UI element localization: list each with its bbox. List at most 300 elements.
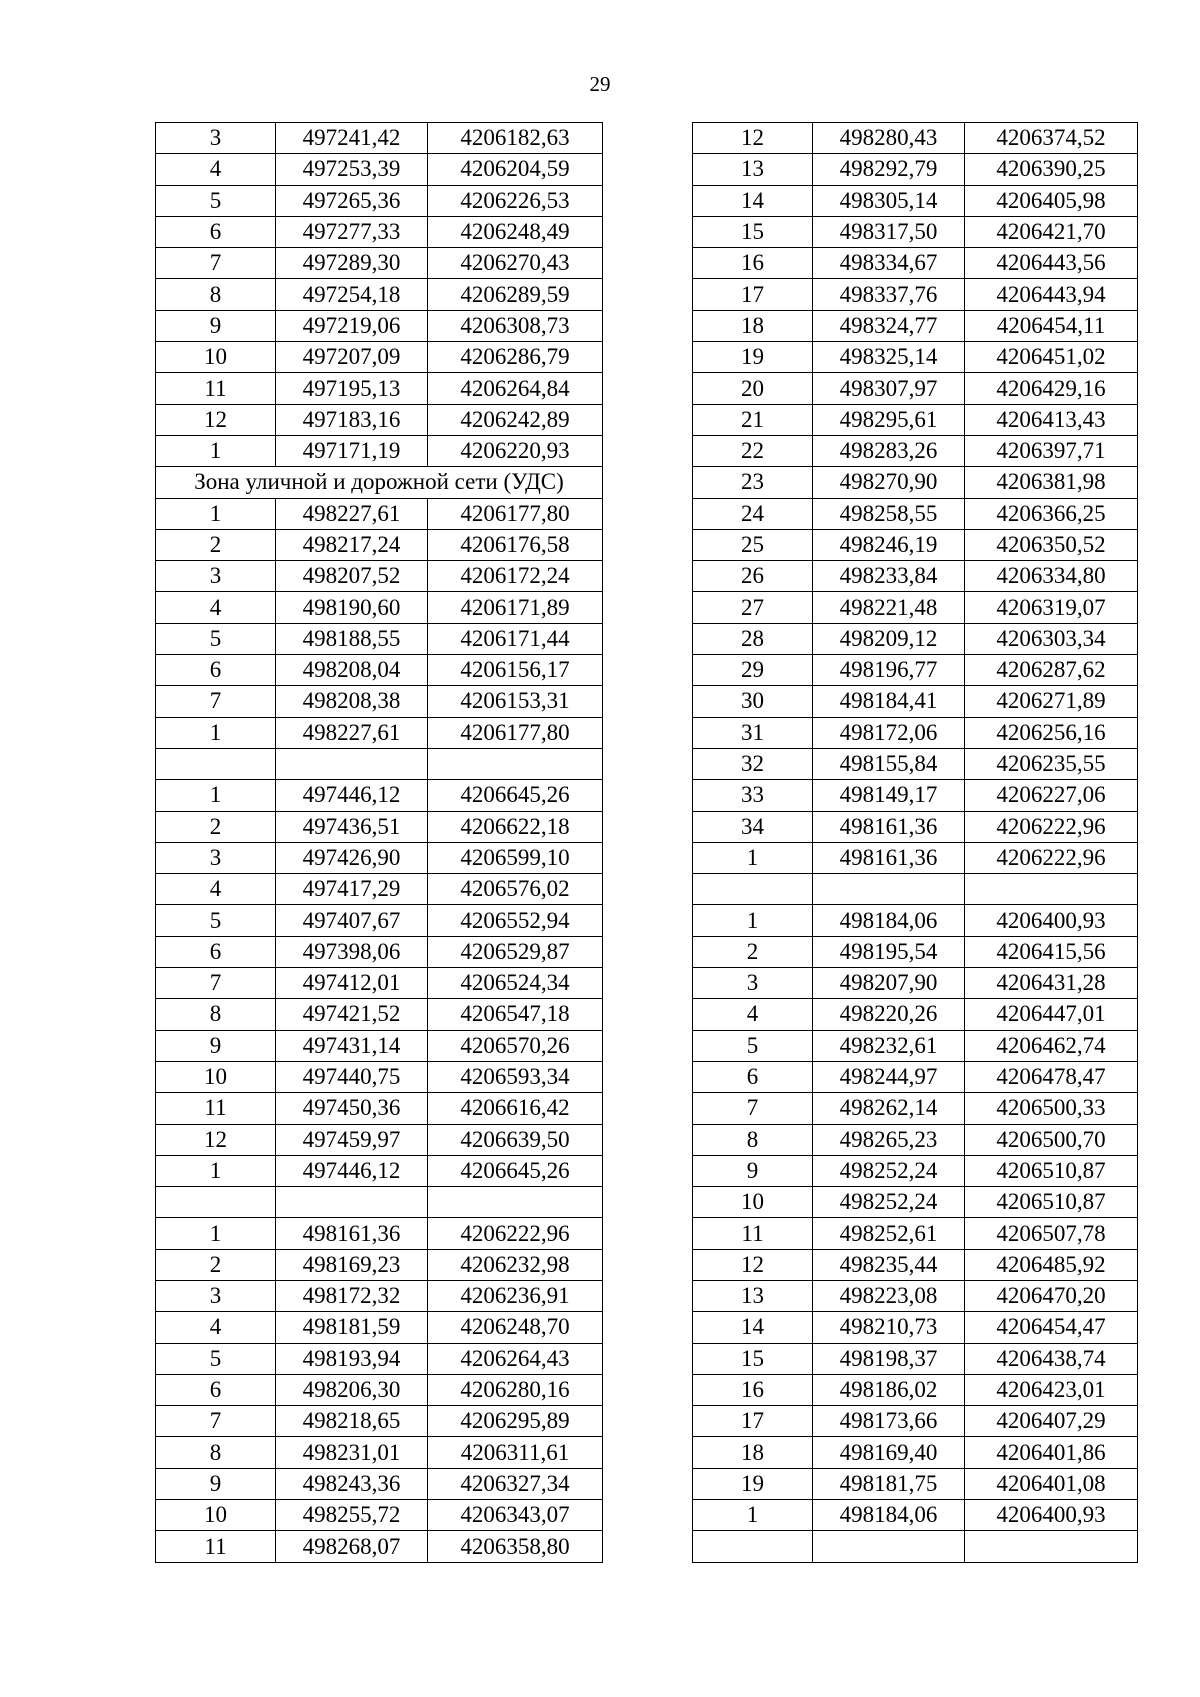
point-number-cell: 33 [693, 780, 813, 811]
point-number-cell: 1 [693, 842, 813, 873]
table-row [693, 373, 1138, 404]
table-row [693, 1187, 1138, 1218]
x-coordinate-cell: 498244,97 [813, 1061, 965, 1092]
table-row [156, 498, 603, 529]
y-coordinate-cell: 4206286,79 [428, 342, 603, 373]
x-coordinate-cell: 497450,36 [276, 1093, 428, 1124]
point-number-cell: 4 [156, 874, 276, 905]
y-coordinate-cell: 4206423,01 [965, 1374, 1138, 1405]
point-number-cell: 2 [693, 936, 813, 967]
y-coordinate-cell: 4206242,89 [428, 404, 603, 435]
x-coordinate-cell: 497431,14 [276, 1030, 428, 1061]
point-number-cell: 1 [156, 435, 276, 466]
x-coordinate-cell [813, 1531, 965, 1562]
table-row [693, 748, 1138, 779]
table-row [156, 1249, 603, 1280]
x-coordinate-cell: 498317,50 [813, 216, 965, 247]
table-row [693, 529, 1138, 560]
point-number-cell: 7 [156, 248, 276, 279]
point-number-cell: 15 [693, 1343, 813, 1374]
point-number-cell: 30 [693, 686, 813, 717]
point-number-cell: 12 [156, 404, 276, 435]
point-number-cell: 5 [156, 185, 276, 216]
y-coordinate-cell: 4206485,92 [965, 1249, 1138, 1280]
y-coordinate-cell: 4206156,17 [428, 655, 603, 686]
y-coordinate-cell: 4206176,58 [428, 529, 603, 560]
y-coordinate-cell: 4206510,87 [965, 1155, 1138, 1186]
x-coordinate-cell: 497421,52 [276, 999, 428, 1030]
y-coordinate-cell: 4206447,01 [965, 999, 1138, 1030]
y-coordinate-cell: 4206270,43 [428, 248, 603, 279]
x-coordinate-cell: 498206,30 [276, 1374, 428, 1405]
x-coordinate-cell: 498243,36 [276, 1468, 428, 1499]
x-coordinate-cell: 497440,75 [276, 1061, 428, 1092]
y-coordinate-cell: 4206616,42 [428, 1093, 603, 1124]
x-coordinate-cell: 498172,06 [813, 717, 965, 748]
point-number-cell: 11 [693, 1218, 813, 1249]
point-number-cell: 12 [156, 1124, 276, 1155]
y-coordinate-cell: 4206177,80 [428, 498, 603, 529]
zone-heading: Зона уличной и дорожной сети (УДС) [156, 467, 603, 498]
point-number-cell: 7 [156, 968, 276, 999]
x-coordinate-cell: 498220,26 [813, 999, 965, 1030]
table-row [693, 498, 1138, 529]
point-number-cell: 4 [693, 999, 813, 1030]
x-coordinate-cell: 498337,76 [813, 279, 965, 310]
table-row [156, 874, 603, 905]
table-row [156, 936, 603, 967]
point-number-cell: 6 [156, 1374, 276, 1405]
x-coordinate-cell: 498325,14 [813, 342, 965, 373]
table-row [156, 1531, 603, 1562]
y-coordinate-cell: 4206524,34 [428, 968, 603, 999]
point-number-cell: 16 [693, 1374, 813, 1405]
x-coordinate-cell: 497265,36 [276, 185, 428, 216]
point-number-cell: 3 [156, 561, 276, 592]
x-coordinate-cell: 498252,24 [813, 1187, 965, 1218]
y-coordinate-cell [428, 748, 603, 779]
y-coordinate-cell: 4206421,70 [965, 216, 1138, 247]
table-row [156, 1187, 603, 1218]
table-row [693, 310, 1138, 341]
point-number-cell: 4 [156, 154, 276, 185]
point-number-cell: 4 [156, 592, 276, 623]
table-row [693, 185, 1138, 216]
table-row [693, 561, 1138, 592]
x-coordinate-cell: 497398,06 [276, 936, 428, 967]
y-coordinate-cell: 4206271,89 [965, 686, 1138, 717]
x-coordinate-cell: 498227,61 [276, 717, 428, 748]
x-coordinate-cell: 498265,23 [813, 1124, 965, 1155]
table-row [156, 529, 603, 560]
y-coordinate-cell: 4206171,44 [428, 623, 603, 654]
x-coordinate-cell: 498292,79 [813, 154, 965, 185]
table-row [693, 842, 1138, 873]
point-number-cell: 18 [693, 310, 813, 341]
x-coordinate-cell: 498161,36 [813, 811, 965, 842]
table-row [156, 123, 603, 154]
x-coordinate-cell: 498195,54 [813, 936, 965, 967]
table-row [693, 1312, 1138, 1343]
point-number-cell: 10 [156, 1061, 276, 1092]
point-number-cell: 3 [156, 1280, 276, 1311]
y-coordinate-cell: 4206222,96 [428, 1218, 603, 1249]
y-coordinate-cell: 4206222,96 [965, 842, 1138, 873]
y-coordinate-cell: 4206500,70 [965, 1124, 1138, 1155]
x-coordinate-cell: 498207,52 [276, 561, 428, 592]
x-coordinate-cell: 498169,23 [276, 1249, 428, 1280]
point-number-cell: 5 [156, 1343, 276, 1374]
y-coordinate-cell: 4206401,86 [965, 1437, 1138, 1468]
table-row [693, 435, 1138, 466]
y-coordinate-cell: 4206599,10 [428, 842, 603, 873]
y-coordinate-cell: 4206220,93 [428, 435, 603, 466]
y-coordinate-cell: 4206280,16 [428, 1374, 603, 1405]
x-coordinate-cell: 497446,12 [276, 1155, 428, 1186]
x-coordinate-cell: 497407,67 [276, 905, 428, 936]
point-number-cell: 5 [156, 905, 276, 936]
x-coordinate-cell: 498161,36 [276, 1218, 428, 1249]
coordinates-table-left-body [156, 123, 603, 1563]
point-number-cell: 24 [693, 498, 813, 529]
point-number-cell: 4 [156, 1312, 276, 1343]
y-coordinate-cell: 4206308,73 [428, 310, 603, 341]
table-row [693, 1343, 1138, 1374]
point-number-cell: 8 [156, 999, 276, 1030]
y-coordinate-cell: 4206236,91 [428, 1280, 603, 1311]
x-coordinate-cell [276, 1187, 428, 1218]
x-coordinate-cell: 497436,51 [276, 811, 428, 842]
point-number-cell [156, 1187, 276, 1218]
y-coordinate-cell: 4206248,70 [428, 1312, 603, 1343]
table-row [156, 248, 603, 279]
table-row [156, 842, 603, 873]
y-coordinate-cell: 4206438,74 [965, 1343, 1138, 1374]
y-coordinate-cell [965, 874, 1138, 905]
y-coordinate-cell: 4206645,26 [428, 1155, 603, 1186]
point-number-cell: 14 [693, 1312, 813, 1343]
x-coordinate-cell: 498232,61 [813, 1030, 965, 1061]
y-coordinate-cell: 4206264,43 [428, 1343, 603, 1374]
y-coordinate-cell: 4206400,93 [965, 1500, 1138, 1531]
x-coordinate-cell: 498181,59 [276, 1312, 428, 1343]
y-coordinate-cell: 4206507,78 [965, 1218, 1138, 1249]
coordinates-table-right-body [693, 123, 1138, 1563]
table-row [156, 1155, 603, 1186]
point-number-cell: 27 [693, 592, 813, 623]
y-coordinate-cell: 4206374,52 [965, 123, 1138, 154]
point-number-cell: 29 [693, 655, 813, 686]
x-coordinate-cell: 498196,77 [813, 655, 965, 686]
table-row [693, 1093, 1138, 1124]
x-coordinate-cell: 498210,73 [813, 1312, 965, 1343]
y-coordinate-cell: 4206401,08 [965, 1468, 1138, 1499]
y-coordinate-cell: 4206350,52 [965, 529, 1138, 560]
x-coordinate-cell: 498283,26 [813, 435, 965, 466]
y-coordinate-cell: 4206319,07 [965, 592, 1138, 623]
point-number-cell: 5 [156, 623, 276, 654]
table-row [156, 561, 603, 592]
x-coordinate-cell: 497412,01 [276, 968, 428, 999]
x-coordinate-cell: 497459,97 [276, 1124, 428, 1155]
x-coordinate-cell: 498233,84 [813, 561, 965, 592]
y-coordinate-cell: 4206415,56 [965, 936, 1138, 967]
y-coordinate-cell: 4206390,25 [965, 154, 1138, 185]
point-number-cell: 12 [693, 1249, 813, 1280]
coordinates-table-left [155, 122, 603, 1563]
table-row [156, 1406, 603, 1437]
table-row [693, 1218, 1138, 1249]
y-coordinate-cell: 4206327,34 [428, 1468, 603, 1499]
point-number-cell: 18 [693, 1437, 813, 1468]
y-coordinate-cell: 4206405,98 [965, 185, 1138, 216]
point-number-cell: 19 [693, 1468, 813, 1499]
x-coordinate-cell: 498252,61 [813, 1218, 965, 1249]
x-coordinate-cell: 498231,01 [276, 1437, 428, 1468]
table-row [693, 216, 1138, 247]
y-coordinate-cell: 4206153,31 [428, 686, 603, 717]
y-coordinate-cell: 4206470,20 [965, 1280, 1138, 1311]
point-number-cell: 10 [156, 1500, 276, 1531]
x-coordinate-cell: 498186,02 [813, 1374, 965, 1405]
x-coordinate-cell: 498149,17 [813, 780, 965, 811]
y-coordinate-cell: 4206182,63 [428, 123, 603, 154]
y-coordinate-cell: 4206431,28 [965, 968, 1138, 999]
point-number-cell: 31 [693, 717, 813, 748]
y-coordinate-cell: 4206407,29 [965, 1406, 1138, 1437]
table-row [693, 1280, 1138, 1311]
y-coordinate-cell: 4206232,98 [428, 1249, 603, 1280]
x-coordinate-cell: 498307,97 [813, 373, 965, 404]
table-row [156, 655, 603, 686]
table-row [693, 686, 1138, 717]
x-coordinate-cell: 497426,90 [276, 842, 428, 873]
y-coordinate-cell: 4206576,02 [428, 874, 603, 905]
point-number-cell: 9 [693, 1155, 813, 1186]
point-number-cell: 9 [156, 1030, 276, 1061]
point-number-cell: 7 [693, 1093, 813, 1124]
x-coordinate-cell: 498198,37 [813, 1343, 965, 1374]
y-coordinate-cell: 4206443,56 [965, 248, 1138, 279]
x-coordinate-cell: 498246,19 [813, 529, 965, 560]
table-row [693, 1155, 1138, 1186]
x-coordinate-cell: 497183,16 [276, 404, 428, 435]
point-number-cell: 1 [693, 905, 813, 936]
point-number-cell: 26 [693, 561, 813, 592]
page-number: 29 [589, 72, 611, 96]
x-coordinate-cell: 497446,12 [276, 780, 428, 811]
y-coordinate-cell: 4206343,07 [428, 1500, 603, 1531]
y-coordinate-cell: 4206552,94 [428, 905, 603, 936]
table-row [156, 717, 603, 748]
x-coordinate-cell: 497219,06 [276, 310, 428, 341]
y-coordinate-cell: 4206177,80 [428, 717, 603, 748]
coordinates-table-right [692, 122, 1138, 1563]
table-row [693, 342, 1138, 373]
x-coordinate-cell: 498305,14 [813, 185, 965, 216]
y-coordinate-cell: 4206443,94 [965, 279, 1138, 310]
x-coordinate-cell: 498209,12 [813, 623, 965, 654]
table-row [156, 1124, 603, 1155]
table-row [156, 1093, 603, 1124]
point-number-cell: 17 [693, 279, 813, 310]
point-number-cell: 8 [156, 279, 276, 310]
table-row [156, 1030, 603, 1061]
table-row [156, 1374, 603, 1405]
table-row [693, 968, 1138, 999]
x-coordinate-cell: 498208,38 [276, 686, 428, 717]
y-coordinate-cell: 4206256,16 [965, 717, 1138, 748]
point-number-cell [693, 874, 813, 905]
point-number-cell: 19 [693, 342, 813, 373]
y-coordinate-cell: 4206289,59 [428, 279, 603, 310]
y-coordinate-cell: 4206311,61 [428, 1437, 603, 1468]
table-row [156, 748, 603, 779]
table-row [693, 811, 1138, 842]
y-coordinate-cell: 4206381,98 [965, 467, 1138, 498]
point-number-cell: 2 [156, 1249, 276, 1280]
table-row [156, 279, 603, 310]
point-number-cell: 2 [156, 811, 276, 842]
point-number-cell: 10 [156, 342, 276, 373]
y-coordinate-cell: 4206235,55 [965, 748, 1138, 779]
table-row [156, 968, 603, 999]
table-row [156, 592, 603, 623]
point-number-cell: 8 [693, 1124, 813, 1155]
x-coordinate-cell: 498193,94 [276, 1343, 428, 1374]
point-number-cell: 11 [156, 373, 276, 404]
table-row [693, 404, 1138, 435]
x-coordinate-cell: 497195,13 [276, 373, 428, 404]
table-row [693, 623, 1138, 654]
x-coordinate-cell: 498173,66 [813, 1406, 965, 1437]
table-row [156, 435, 603, 466]
point-number-cell: 22 [693, 435, 813, 466]
point-number-cell: 7 [156, 1406, 276, 1437]
table-row [156, 185, 603, 216]
x-coordinate-cell: 498218,65 [276, 1406, 428, 1437]
x-coordinate-cell: 498270,90 [813, 467, 965, 498]
table-row [156, 780, 603, 811]
x-coordinate-cell: 498258,55 [813, 498, 965, 529]
table-row [693, 780, 1138, 811]
y-coordinate-cell: 4206413,43 [965, 404, 1138, 435]
point-number-cell: 23 [693, 467, 813, 498]
point-number-cell: 5 [693, 1030, 813, 1061]
table-row [693, 1437, 1138, 1468]
table-row [156, 623, 603, 654]
y-coordinate-cell: 4206510,87 [965, 1187, 1138, 1218]
y-coordinate-cell: 4206366,25 [965, 498, 1138, 529]
point-number-cell: 1 [156, 1218, 276, 1249]
point-number-cell: 10 [693, 1187, 813, 1218]
y-coordinate-cell: 4206478,47 [965, 1061, 1138, 1092]
table-row [693, 874, 1138, 905]
table-row [156, 1312, 603, 1343]
table-row [693, 592, 1138, 623]
x-coordinate-cell: 498184,06 [813, 1500, 965, 1531]
y-coordinate-cell: 4206547,18 [428, 999, 603, 1030]
table-row [156, 1500, 603, 1531]
point-number-cell: 9 [156, 1468, 276, 1499]
x-coordinate-cell: 498169,40 [813, 1437, 965, 1468]
table-row [156, 154, 603, 185]
table-row [156, 905, 603, 936]
x-coordinate-cell: 497171,19 [276, 435, 428, 466]
point-number-cell: 14 [693, 185, 813, 216]
y-coordinate-cell: 4206529,87 [428, 936, 603, 967]
table-row [693, 655, 1138, 686]
y-coordinate-cell: 4206222,96 [965, 811, 1138, 842]
table-row [156, 310, 603, 341]
y-coordinate-cell: 4206639,50 [428, 1124, 603, 1155]
y-coordinate-cell: 4206227,06 [965, 780, 1138, 811]
point-number-cell [156, 748, 276, 779]
point-number-cell: 21 [693, 404, 813, 435]
x-coordinate-cell: 498255,72 [276, 1500, 428, 1531]
point-number-cell: 3 [693, 968, 813, 999]
point-number-cell: 3 [156, 842, 276, 873]
table-row [156, 811, 603, 842]
y-coordinate-cell: 4206248,49 [428, 216, 603, 247]
x-coordinate-cell: 498190,60 [276, 592, 428, 623]
table-row [693, 999, 1138, 1030]
table-row [156, 1468, 603, 1499]
x-coordinate-cell: 498208,04 [276, 655, 428, 686]
point-number-cell: 1 [156, 498, 276, 529]
x-coordinate-cell: 497254,18 [276, 279, 428, 310]
point-number-cell: 2 [156, 529, 276, 560]
point-number-cell: 3 [156, 123, 276, 154]
x-coordinate-cell: 498217,24 [276, 529, 428, 560]
point-number-cell: 7 [156, 686, 276, 717]
table-row [693, 279, 1138, 310]
x-coordinate-cell: 498235,44 [813, 1249, 965, 1280]
table-row [693, 1030, 1138, 1061]
table-row [693, 1061, 1138, 1092]
table-row [693, 936, 1138, 967]
x-coordinate-cell: 498262,14 [813, 1093, 965, 1124]
point-number-cell [693, 1531, 813, 1562]
x-coordinate-cell: 497289,30 [276, 248, 428, 279]
point-number-cell: 6 [156, 936, 276, 967]
y-coordinate-cell: 4206295,89 [428, 1406, 603, 1437]
point-number-cell: 20 [693, 373, 813, 404]
point-number-cell: 11 [156, 1531, 276, 1562]
point-number-cell: 13 [693, 154, 813, 185]
x-coordinate-cell: 497277,33 [276, 216, 428, 247]
table-row [693, 1468, 1138, 1499]
y-coordinate-cell: 4206287,62 [965, 655, 1138, 686]
y-coordinate-cell: 4206397,71 [965, 435, 1138, 466]
table-row [156, 1061, 603, 1092]
point-number-cell: 6 [156, 655, 276, 686]
y-coordinate-cell: 4206645,26 [428, 780, 603, 811]
table-row [693, 717, 1138, 748]
table-row [693, 1406, 1138, 1437]
x-coordinate-cell: 497207,09 [276, 342, 428, 373]
point-number-cell: 1 [156, 1155, 276, 1186]
x-coordinate-cell: 498227,61 [276, 498, 428, 529]
x-coordinate-cell: 498155,84 [813, 748, 965, 779]
x-coordinate-cell: 498221,48 [813, 592, 965, 623]
y-coordinate-cell: 4206172,24 [428, 561, 603, 592]
x-coordinate-cell: 498334,67 [813, 248, 965, 279]
point-number-cell: 16 [693, 248, 813, 279]
y-coordinate-cell: 4206454,11 [965, 310, 1138, 341]
table-row [156, 342, 603, 373]
y-coordinate-cell: 4206303,34 [965, 623, 1138, 654]
